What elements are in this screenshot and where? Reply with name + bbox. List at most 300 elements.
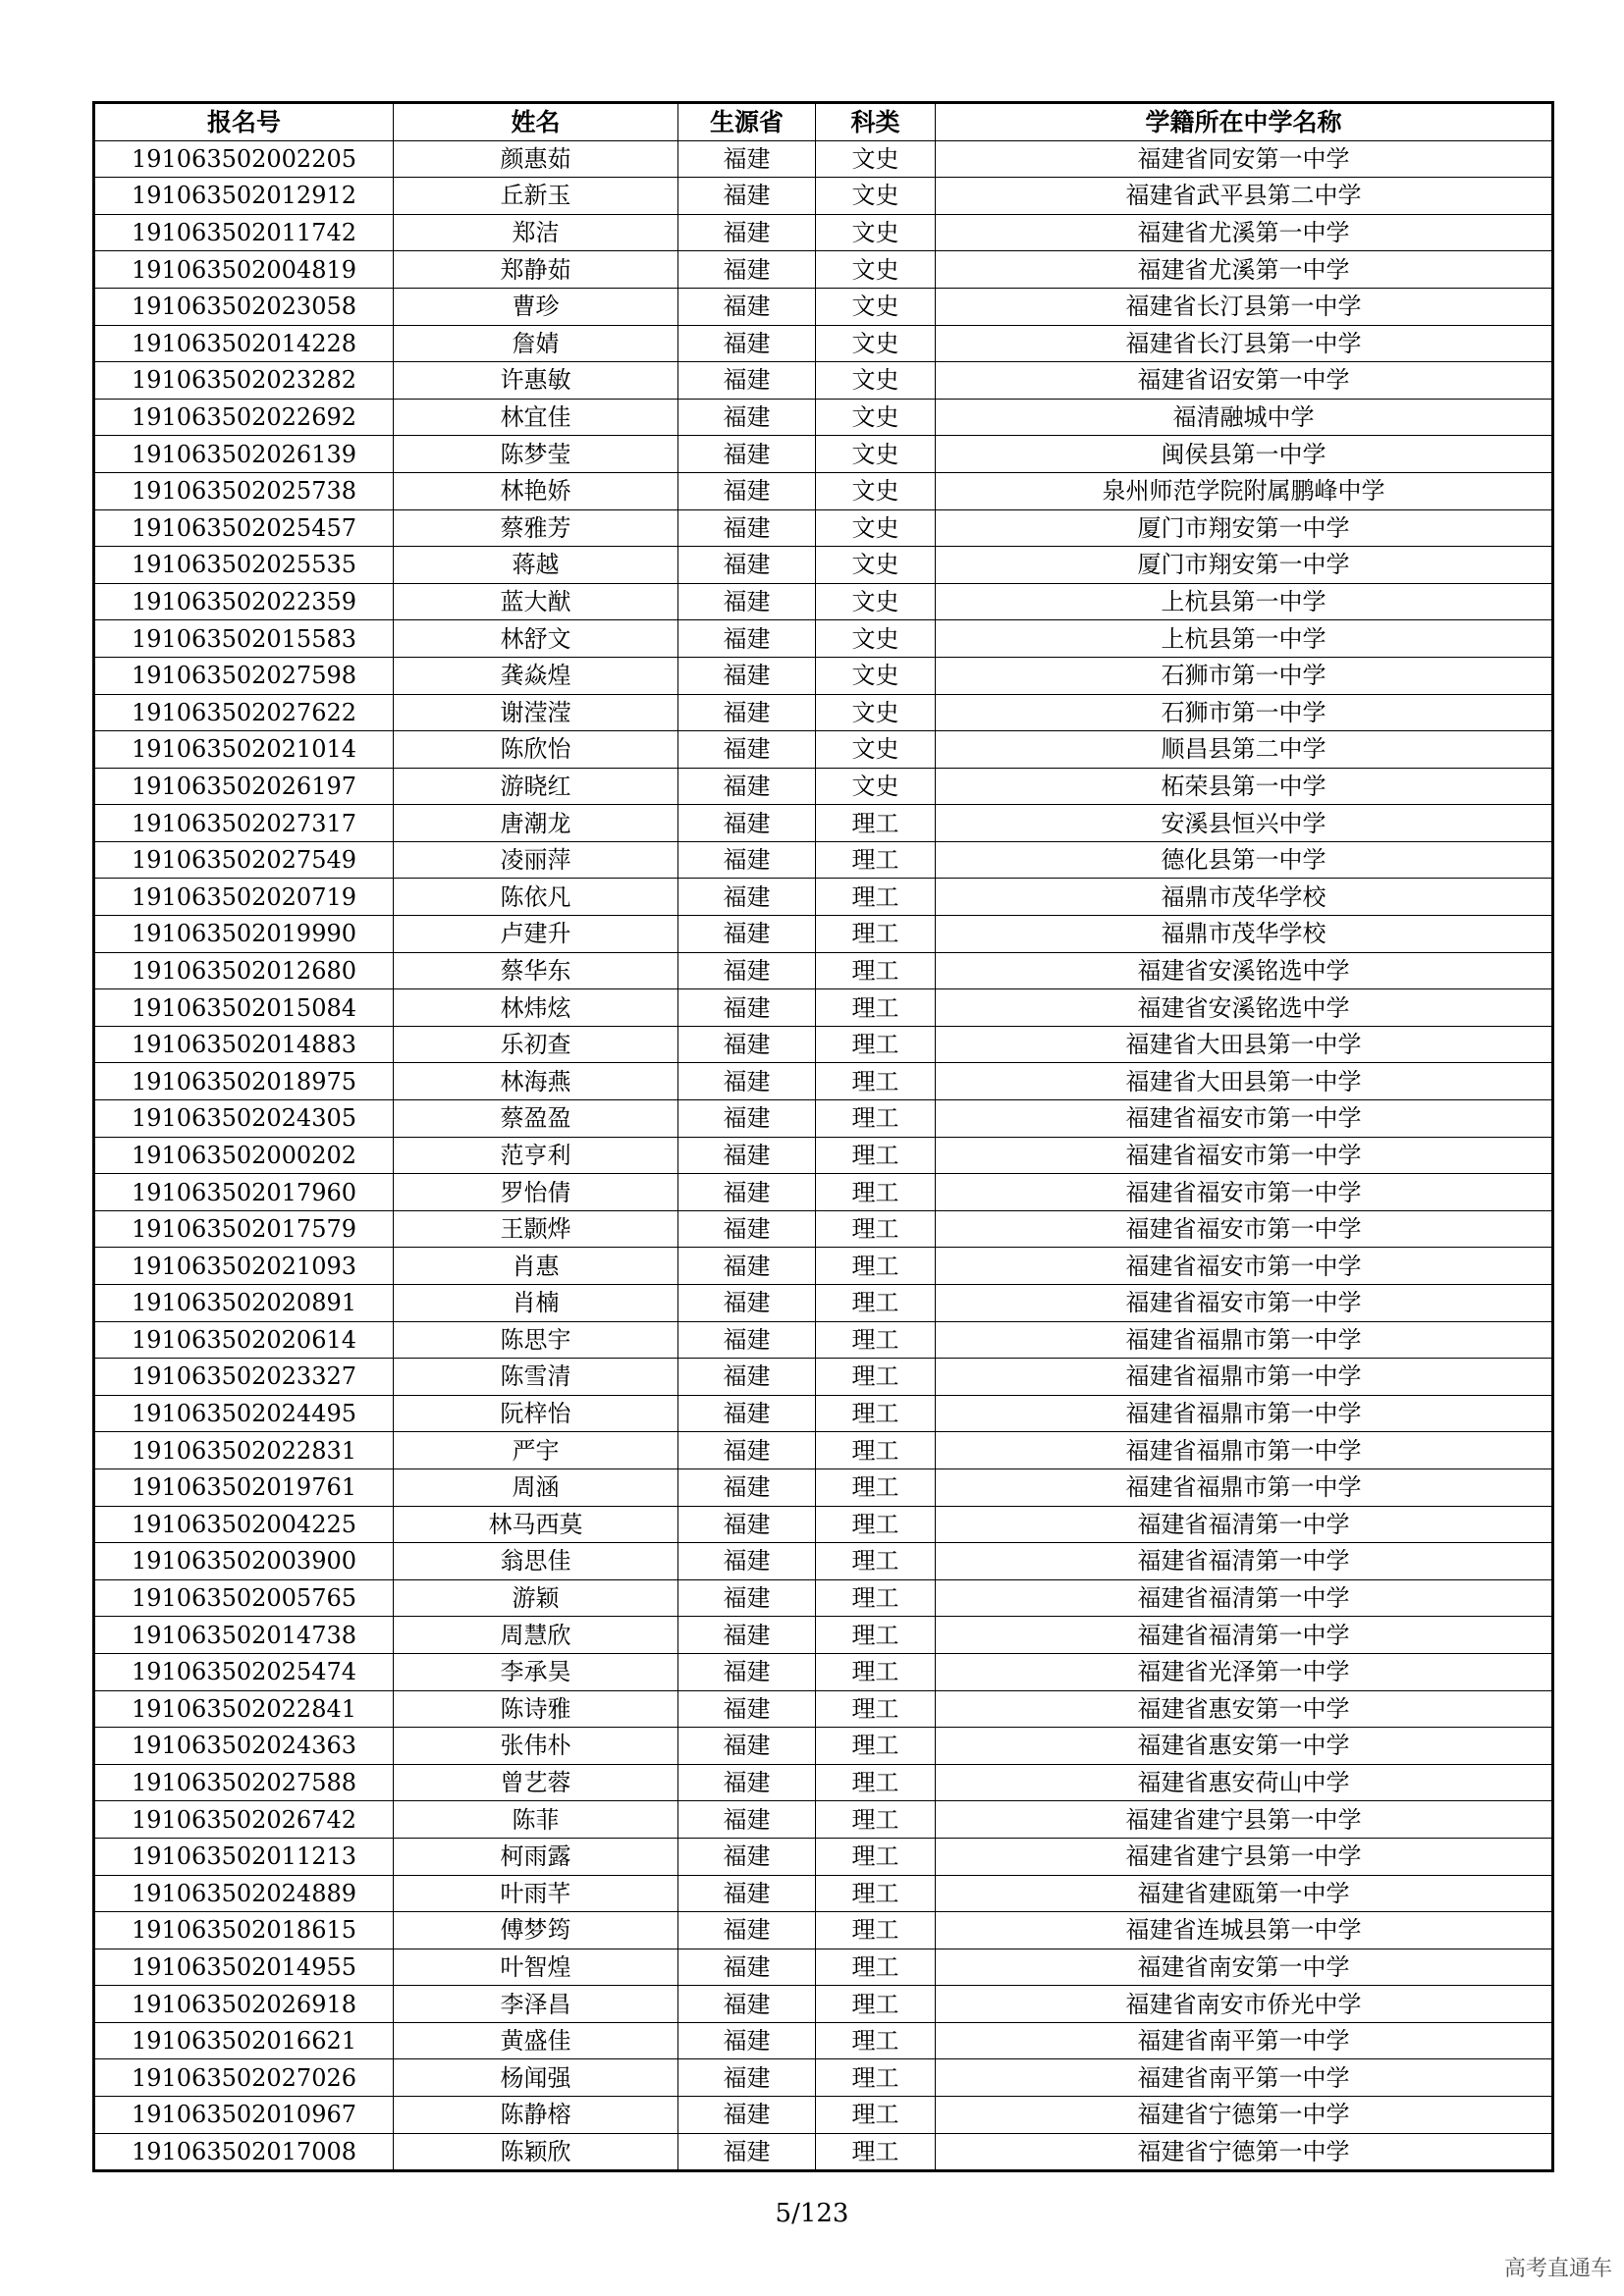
cell-category: 文史: [816, 178, 936, 215]
cell-name: 陈欣怡: [394, 731, 678, 769]
cell-name: 陈菲: [394, 1801, 678, 1839]
table-row: [94, 1359, 1553, 1396]
table-body: [94, 140, 1553, 2171]
cell-school: 福建省惠安第一中学: [936, 1690, 1553, 1728]
cell-registration-number: 191063502025535: [94, 547, 394, 584]
cell-category: 理工: [816, 1690, 936, 1728]
cell-name: 阮梓怡: [394, 1395, 678, 1432]
table-row: [94, 2133, 1553, 2171]
cell-name: 陈梦莹: [394, 436, 678, 473]
cell-name: 陈诗雅: [394, 1690, 678, 1728]
table-row: [94, 1395, 1553, 1432]
cell-school: 石狮市第一中学: [936, 657, 1553, 694]
cell-category: 理工: [816, 1285, 936, 1322]
cell-category: 理工: [816, 952, 936, 989]
cell-province: 福建: [678, 1690, 816, 1728]
cell-school: 福建省同安第一中学: [936, 140, 1553, 178]
cell-province: 福建: [678, 1949, 816, 1986]
cell-school: 福建省福清第一中学: [936, 1543, 1553, 1580]
cell-category: 理工: [816, 1174, 936, 1211]
cell-registration-number: 191063502003900: [94, 1543, 394, 1580]
cell-category: 理工: [816, 1764, 936, 1801]
cell-school: 福建省建宁县第一中学: [936, 1838, 1553, 1875]
watermark: 高考直通车: [1503, 2257, 1612, 2281]
cell-province: 福建: [678, 1986, 816, 2023]
cell-school: 福建省南安第一中学: [936, 1949, 1553, 1986]
cell-registration-number: 191063502026742: [94, 1801, 394, 1839]
cell-registration-number: 191063502014738: [94, 1617, 394, 1654]
cell-school: 福清融城中学: [936, 399, 1553, 436]
cell-category: 理工: [816, 1359, 936, 1396]
cell-name: 陈雪清: [394, 1359, 678, 1396]
table-row: [94, 1174, 1553, 1211]
cell-school: 福建省光泽第一中学: [936, 1653, 1553, 1690]
cell-category: 理工: [816, 2022, 936, 2059]
table-row: [94, 288, 1553, 325]
cell-province: 福建: [678, 325, 816, 362]
header-school: 学籍所在中学名称: [936, 103, 1553, 141]
cell-school: 福建省大田县第一中学: [936, 1063, 1553, 1100]
cell-name: 蔡盈盈: [394, 1100, 678, 1138]
cell-category: 文史: [816, 472, 936, 509]
table-row: [94, 694, 1553, 731]
cell-name: 林海燕: [394, 1063, 678, 1100]
cell-province: 福建: [678, 1617, 816, 1654]
cell-school: 福建省福鼎市第一中学: [936, 1468, 1553, 1506]
table-row: [94, 583, 1553, 620]
cell-province: 福建: [678, 952, 816, 989]
cell-registration-number: 191063502022692: [94, 399, 394, 436]
cell-province: 福建: [678, 251, 816, 289]
cell-name: 杨闻强: [394, 2059, 678, 2097]
cell-province: 福建: [678, 731, 816, 769]
cell-school: 福建省大田县第一中学: [936, 1026, 1553, 1063]
cell-registration-number: 191063502025474: [94, 1653, 394, 1690]
cell-registration-number: 191063502004225: [94, 1506, 394, 1543]
cell-registration-number: 191063502026139: [94, 436, 394, 473]
cell-registration-number: 191063502027588: [94, 1764, 394, 1801]
table-row: [94, 989, 1553, 1027]
table-row: [94, 1986, 1553, 2023]
cell-name: 李承昊: [394, 1653, 678, 1690]
table-row: [94, 1728, 1553, 1765]
table-row: [94, 325, 1553, 362]
cell-school: 福建省诏安第一中学: [936, 362, 1553, 400]
table-row: [94, 879, 1553, 916]
cell-registration-number: 191063502019761: [94, 1468, 394, 1506]
cell-registration-number: 191063502016621: [94, 2022, 394, 2059]
cell-school: 福建省惠安荷山中学: [936, 1764, 1553, 1801]
page-number: 5/123: [775, 2199, 849, 2228]
cell-registration-number: 191063502027317: [94, 805, 394, 842]
table-row: [94, 436, 1553, 473]
cell-school: 福建省建瓯第一中学: [936, 1875, 1553, 1912]
cell-name: 张伟朴: [394, 1728, 678, 1765]
cell-province: 福建: [678, 1728, 816, 1765]
cell-province: 福建: [678, 916, 816, 953]
cell-school: 福建省福安市第一中学: [936, 1210, 1553, 1248]
cell-registration-number: 191063502017579: [94, 1210, 394, 1248]
cell-name: 叶智煌: [394, 1949, 678, 1986]
cell-province: 福建: [678, 1063, 816, 1100]
cell-name: 叶雨芊: [394, 1875, 678, 1912]
cell-province: 福建: [678, 1432, 816, 1469]
cell-school: 柘荣县第一中学: [936, 768, 1553, 805]
cell-registration-number: 191063502010967: [94, 2097, 394, 2134]
header-name: 姓名: [394, 103, 678, 141]
cell-category: 理工: [816, 2133, 936, 2171]
cell-category: 理工: [816, 1986, 936, 2023]
cell-name: 丘新玉: [394, 178, 678, 215]
cell-school: 福建省福鼎市第一中学: [936, 1359, 1553, 1396]
cell-name: 翁思佳: [394, 1543, 678, 1580]
table-row: [94, 1949, 1553, 1986]
cell-province: 福建: [678, 768, 816, 805]
cell-registration-number: 191063502026197: [94, 768, 394, 805]
cell-province: 福建: [678, 1100, 816, 1138]
cell-name: 林炜炫: [394, 989, 678, 1027]
cell-province: 福建: [678, 140, 816, 178]
cell-registration-number: 191063502017960: [94, 1174, 394, 1211]
cell-province: 福建: [678, 620, 816, 658]
cell-category: 文史: [816, 657, 936, 694]
cell-province: 福建: [678, 178, 816, 215]
cell-province: 福建: [678, 214, 816, 251]
cell-name: 林艳娇: [394, 472, 678, 509]
cell-category: 文史: [816, 325, 936, 362]
table-row: [94, 251, 1553, 289]
cell-category: 文史: [816, 509, 936, 547]
table-row: [94, 1764, 1553, 1801]
table-row: [94, 805, 1553, 842]
cell-name: 陈颖欣: [394, 2133, 678, 2171]
cell-category: 理工: [816, 1100, 936, 1138]
cell-school: 福建省福安市第一中学: [936, 1137, 1553, 1174]
cell-school: 福建省福安市第一中学: [936, 1285, 1553, 1322]
cell-province: 福建: [678, 657, 816, 694]
cell-name: 颜惠茹: [394, 140, 678, 178]
cell-name: 周慧欣: [394, 1617, 678, 1654]
cell-category: 理工: [816, 805, 936, 842]
cell-province: 福建: [678, 841, 816, 879]
cell-school: 福建省长汀县第一中学: [936, 325, 1553, 362]
table-row: [94, 1026, 1553, 1063]
cell-name: 王颢烨: [394, 1210, 678, 1248]
cell-registration-number: 191063502027549: [94, 841, 394, 879]
cell-registration-number: 191063502018975: [94, 1063, 394, 1100]
cell-category: 理工: [816, 1137, 936, 1174]
cell-name: 傅梦筠: [394, 1912, 678, 1949]
cell-name: 陈静榕: [394, 2097, 678, 2134]
cell-province: 福建: [678, 1395, 816, 1432]
cell-registration-number: 191063502020891: [94, 1285, 394, 1322]
table-row: [94, 1248, 1553, 1285]
cell-registration-number: 191063502022359: [94, 583, 394, 620]
cell-registration-number: 191063502022841: [94, 1690, 394, 1728]
cell-province: 福建: [678, 1359, 816, 1396]
cell-province: 福建: [678, 1579, 816, 1617]
cell-registration-number: 191063502023058: [94, 288, 394, 325]
cell-province: 福建: [678, 1210, 816, 1248]
cell-name: 柯雨露: [394, 1838, 678, 1875]
cell-registration-number: 191063502027026: [94, 2059, 394, 2097]
table-row: [94, 399, 1553, 436]
cell-category: 文史: [816, 436, 936, 473]
table-row: [94, 178, 1553, 215]
cell-registration-number: 191063502012912: [94, 178, 394, 215]
cell-school: 福建省福安市第一中学: [936, 1248, 1553, 1285]
cell-registration-number: 191063502015583: [94, 620, 394, 658]
cell-name: 谢滢滢: [394, 694, 678, 731]
cell-category: 理工: [816, 1579, 936, 1617]
cell-registration-number: 191063502012680: [94, 952, 394, 989]
cell-registration-number: 191063502014955: [94, 1949, 394, 1986]
header-category: 科类: [816, 103, 936, 141]
table-row: [94, 1617, 1553, 1654]
cell-school: 福建省福安市第一中学: [936, 1100, 1553, 1138]
cell-province: 福建: [678, 1875, 816, 1912]
cell-category: 文史: [816, 288, 936, 325]
cell-school: 安溪县恒兴中学: [936, 805, 1553, 842]
cell-province: 福建: [678, 1912, 816, 1949]
cell-school: 厦门市翔安第一中学: [936, 547, 1553, 584]
cell-school: 福鼎市茂华学校: [936, 916, 1553, 953]
cell-province: 福建: [678, 805, 816, 842]
table-row: [94, 214, 1553, 251]
cell-school: 上杭县第一中学: [936, 620, 1553, 658]
table-row: [94, 620, 1553, 658]
cell-province: 福建: [678, 472, 816, 509]
cell-name: 李泽昌: [394, 1986, 678, 2023]
cell-registration-number: 191063502002205: [94, 140, 394, 178]
cell-name: 严宇: [394, 1432, 678, 1469]
cell-name: 龚焱煌: [394, 657, 678, 694]
table-row: [94, 916, 1553, 953]
cell-registration-number: 191063502024363: [94, 1728, 394, 1765]
cell-registration-number: 191063502004819: [94, 251, 394, 289]
cell-school: 顺昌县第二中学: [936, 731, 1553, 769]
cell-province: 福建: [678, 989, 816, 1027]
cell-province: 福建: [678, 1248, 816, 1285]
cell-registration-number: 191063502017008: [94, 2133, 394, 2171]
cell-category: 理工: [816, 1875, 936, 1912]
cell-category: 文史: [816, 547, 936, 584]
cell-school: 福建省宁德第一中学: [936, 2133, 1553, 2171]
cell-province: 福建: [678, 2097, 816, 2134]
cell-province: 福建: [678, 2022, 816, 2059]
cell-registration-number: 191063502019990: [94, 916, 394, 953]
cell-province: 福建: [678, 879, 816, 916]
table-row: [94, 1543, 1553, 1580]
cell-name: 郑洁: [394, 214, 678, 251]
cell-category: 理工: [816, 1321, 936, 1359]
cell-category: 文史: [816, 731, 936, 769]
cell-province: 福建: [678, 509, 816, 547]
cell-school: 上杭县第一中学: [936, 583, 1553, 620]
table-row: [94, 2059, 1553, 2097]
cell-school: 福建省福清第一中学: [936, 1579, 1553, 1617]
cell-category: 理工: [816, 1248, 936, 1285]
cell-name: 唐潮龙: [394, 805, 678, 842]
cell-school: 德化县第一中学: [936, 841, 1553, 879]
cell-province: 福建: [678, 1174, 816, 1211]
table-row: [94, 841, 1553, 879]
table-row: [94, 1653, 1553, 1690]
cell-category: 理工: [816, 1801, 936, 1839]
cell-category: 理工: [816, 1432, 936, 1469]
cell-province: 福建: [678, 1801, 816, 1839]
cell-category: 文史: [816, 583, 936, 620]
cell-name: 肖惠: [394, 1248, 678, 1285]
cell-province: 福建: [678, 1653, 816, 1690]
cell-category: 文史: [816, 694, 936, 731]
table-row: [94, 1838, 1553, 1875]
cell-name: 曾艺蓉: [394, 1764, 678, 1801]
cell-category: 理工: [816, 2097, 936, 2134]
table-row: [94, 1063, 1553, 1100]
cell-registration-number: 191063502022831: [94, 1432, 394, 1469]
admission-table: [92, 101, 1554, 2172]
cell-registration-number: 191063502027598: [94, 657, 394, 694]
header-province: 生源省: [678, 103, 816, 141]
cell-school: 福建省尤溪第一中学: [936, 214, 1553, 251]
cell-name: 蓝大猷: [394, 583, 678, 620]
table-row: [94, 1468, 1553, 1506]
cell-registration-number: 191063502021093: [94, 1248, 394, 1285]
cell-name: 陈依凡: [394, 879, 678, 916]
table-row: [94, 1912, 1553, 1949]
cell-province: 福建: [678, 1506, 816, 1543]
cell-name: 乐初查: [394, 1026, 678, 1063]
cell-category: 理工: [816, 1912, 936, 1949]
table-row: [94, 472, 1553, 509]
cell-registration-number: 191063502023282: [94, 362, 394, 400]
cell-category: 理工: [816, 1838, 936, 1875]
table-header-row: [94, 103, 1553, 141]
cell-province: 福建: [678, 1543, 816, 1580]
table-row: [94, 731, 1553, 769]
cell-category: 文史: [816, 768, 936, 805]
table-row: [94, 1285, 1553, 1322]
cell-province: 福建: [678, 399, 816, 436]
cell-name: 卢建升: [394, 916, 678, 953]
cell-province: 福建: [678, 1285, 816, 1322]
cell-school: 福建省安溪铭选中学: [936, 989, 1553, 1027]
table-row: [94, 1506, 1553, 1543]
cell-province: 福建: [678, 1026, 816, 1063]
table-row: [94, 547, 1553, 584]
cell-category: 文史: [816, 620, 936, 658]
cell-category: 理工: [816, 879, 936, 916]
cell-category: 文史: [816, 399, 936, 436]
cell-name: 范亨利: [394, 1137, 678, 1174]
cell-category: 理工: [816, 1949, 936, 1986]
cell-province: 福建: [678, 1838, 816, 1875]
cell-school: 福建省南平第一中学: [936, 2022, 1553, 2059]
cell-registration-number: 191063502026918: [94, 1986, 394, 2023]
cell-name: 曹珍: [394, 288, 678, 325]
cell-school: 福建省安溪铭选中学: [936, 952, 1553, 989]
cell-category: 文史: [816, 140, 936, 178]
cell-province: 福建: [678, 2133, 816, 2171]
cell-registration-number: 191063502021014: [94, 731, 394, 769]
cell-name: 陈思宇: [394, 1321, 678, 1359]
cell-registration-number: 191063502011742: [94, 214, 394, 251]
cell-registration-number: 191063502024495: [94, 1395, 394, 1432]
cell-category: 理工: [816, 1026, 936, 1063]
cell-category: 文史: [816, 362, 936, 400]
cell-province: 福建: [678, 1137, 816, 1174]
cell-name: 林舒文: [394, 620, 678, 658]
cell-school: 福建省南安市侨光中学: [936, 1986, 1553, 2023]
table-row: [94, 657, 1553, 694]
cell-school: 闽侯县第一中学: [936, 436, 1553, 473]
cell-category: 文史: [816, 251, 936, 289]
cell-registration-number: 191063502014883: [94, 1026, 394, 1063]
cell-school: 福建省惠安第一中学: [936, 1728, 1553, 1765]
table-row: [94, 140, 1553, 178]
cell-school: 福建省福安市第一中学: [936, 1174, 1553, 1211]
cell-school: 福建省尤溪第一中学: [936, 251, 1553, 289]
table-row: [94, 1801, 1553, 1839]
cell-name: 詹婧: [394, 325, 678, 362]
cell-registration-number: 191063502005765: [94, 1579, 394, 1617]
cell-name: 林宜佳: [394, 399, 678, 436]
cell-registration-number: 191063502000202: [94, 1137, 394, 1174]
cell-category: 理工: [816, 841, 936, 879]
table-row: [94, 2097, 1553, 2134]
cell-name: 游晓红: [394, 768, 678, 805]
cell-registration-number: 191063502024889: [94, 1875, 394, 1912]
cell-school: 福建省南平第一中学: [936, 2059, 1553, 2097]
cell-registration-number: 191063502024305: [94, 1100, 394, 1138]
cell-category: 理工: [816, 2059, 936, 2097]
cell-province: 福建: [678, 1468, 816, 1506]
cell-name: 蒋越: [394, 547, 678, 584]
cell-category: 理工: [816, 1653, 936, 1690]
table-row: [94, 768, 1553, 805]
cell-registration-number: 191063502011213: [94, 1838, 394, 1875]
cell-school: 泉州师范学院附属鹏峰中学: [936, 472, 1553, 509]
cell-registration-number: 191063502020719: [94, 879, 394, 916]
cell-name: 凌丽萍: [394, 841, 678, 879]
cell-name: 黄盛佳: [394, 2022, 678, 2059]
table-row: [94, 1690, 1553, 1728]
cell-school: 福建省长汀县第一中学: [936, 288, 1553, 325]
cell-school: 福建省福清第一中学: [936, 1506, 1553, 1543]
cell-school: 福建省福清第一中学: [936, 1617, 1553, 1654]
cell-category: 理工: [816, 1506, 936, 1543]
cell-province: 福建: [678, 1321, 816, 1359]
cell-category: 理工: [816, 1728, 936, 1765]
table-row: [94, 1579, 1553, 1617]
cell-registration-number: 191063502020614: [94, 1321, 394, 1359]
cell-registration-number: 191063502025457: [94, 509, 394, 547]
cell-province: 福建: [678, 288, 816, 325]
table-row: [94, 362, 1553, 400]
cell-school: 福建省福鼎市第一中学: [936, 1395, 1553, 1432]
cell-name: 肖楠: [394, 1285, 678, 1322]
cell-registration-number: 191063502018615: [94, 1912, 394, 1949]
table-row: [94, 1321, 1553, 1359]
cell-name: 罗怡倩: [394, 1174, 678, 1211]
cell-registration-number: 191063502014228: [94, 325, 394, 362]
table-row: [94, 1137, 1553, 1174]
cell-category: 理工: [816, 1063, 936, 1100]
cell-province: 福建: [678, 1764, 816, 1801]
cell-school: 福建省宁德第一中学: [936, 2097, 1553, 2134]
cell-school: 福建省连城县第一中学: [936, 1912, 1553, 1949]
